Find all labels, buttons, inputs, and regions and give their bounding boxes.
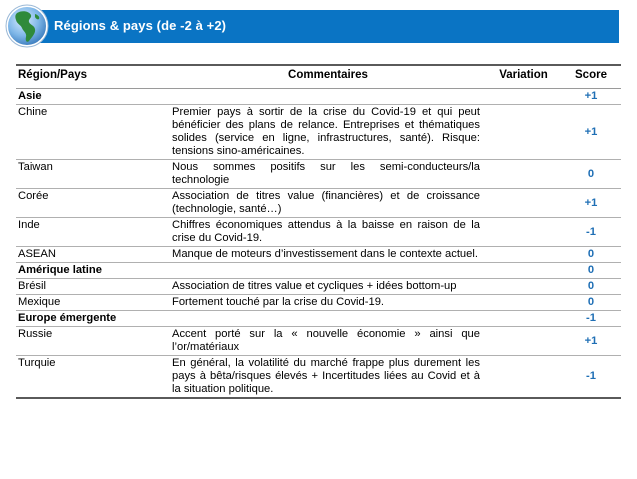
country-row — [16, 218, 621, 247]
row-comment: En général, la volatilité du marché frappe plus durement les pays à bêta/risques élevés + Incertitudes liées au Covid et à la situation politique. — [170, 356, 486, 399]
row-variation — [486, 89, 561, 105]
row-comment: Fortement touché par la crise du Covid-19. — [170, 295, 486, 311]
row-comment: Chiffres économiques attendus à la baisse en raison de la crise du Covid-19. — [170, 218, 486, 247]
row-variation — [486, 327, 561, 356]
row-name: Turquie — [16, 356, 170, 399]
row-comment: Association de titres value (financières) et de croissance (technologie, santé…) — [170, 189, 486, 218]
table-header-row — [16, 65, 621, 89]
row-comment: Premier pays à sortir de la crise du Covid-19 et qui peut bénéficier des plans de relance. Entreprises et thématiques solides (service en ligne, infrastructures, santé). Risque: tensions sino-américaines. — [170, 105, 486, 160]
row-score: +1 — [561, 105, 621, 160]
row-score: -1 — [561, 356, 621, 399]
row-variation — [486, 263, 561, 279]
row-comment: Nous sommes positifs sur les semi-conducteurs/la technologie — [170, 160, 486, 189]
row-score: 0 — [561, 295, 621, 311]
column-header-variation: Variation — [486, 65, 561, 89]
region-row — [16, 311, 621, 327]
column-header-region: Région/Pays — [16, 65, 170, 89]
row-name: Chine — [16, 105, 170, 160]
row-score: 0 — [561, 279, 621, 295]
row-name: Europe émergente — [16, 311, 170, 327]
row-name: Inde — [16, 218, 170, 247]
region-row — [16, 89, 621, 105]
row-name: Taiwan — [16, 160, 170, 189]
page-title: Régions & pays (de -2 à +2) — [54, 18, 227, 33]
row-comment — [170, 311, 486, 327]
country-row — [16, 295, 621, 311]
row-comment: Accent porté sur la « nouvelle économie » ainsi que l’or/matériaux — [170, 327, 486, 356]
row-comment: Manque de moteurs d’investissement dans le contexte actuel. — [170, 247, 486, 263]
row-variation — [486, 160, 561, 189]
country-row — [16, 105, 621, 160]
country-row — [16, 189, 621, 218]
regions-table — [16, 64, 621, 399]
globe-icon — [5, 4, 49, 48]
row-name: Corée — [16, 189, 170, 218]
column-header-score: Score — [561, 65, 621, 89]
row-name: Brésil — [16, 279, 170, 295]
row-comment — [170, 263, 486, 279]
row-comment: Association de titres value et cycliques + idées bottom-up — [170, 279, 486, 295]
row-score: +1 — [561, 327, 621, 356]
country-row — [16, 247, 621, 263]
region-row — [16, 263, 621, 279]
row-score: 0 — [561, 160, 621, 189]
column-header-comments: Commentaires — [170, 65, 486, 89]
country-row — [16, 160, 621, 189]
row-name: Mexique — [16, 295, 170, 311]
row-score: 0 — [561, 263, 621, 279]
row-variation — [486, 247, 561, 263]
row-variation — [486, 295, 561, 311]
row-score: +1 — [561, 89, 621, 105]
country-row — [16, 327, 621, 356]
row-name: ASEAN — [16, 247, 170, 263]
row-variation — [486, 356, 561, 399]
row-comment — [170, 89, 486, 105]
row-variation — [486, 279, 561, 295]
row-name: Asie — [16, 89, 170, 105]
row-variation — [486, 311, 561, 327]
row-score: -1 — [561, 218, 621, 247]
row-score: -1 — [561, 311, 621, 327]
row-score: +1 — [561, 189, 621, 218]
row-score: 0 — [561, 247, 621, 263]
row-name: Russie — [16, 327, 170, 356]
country-row — [16, 279, 621, 295]
country-row — [16, 356, 621, 399]
row-variation — [486, 218, 561, 247]
header-banner — [27, 10, 619, 43]
row-variation — [486, 105, 561, 160]
row-variation — [486, 189, 561, 218]
row-name: Amérique latine — [16, 263, 170, 279]
